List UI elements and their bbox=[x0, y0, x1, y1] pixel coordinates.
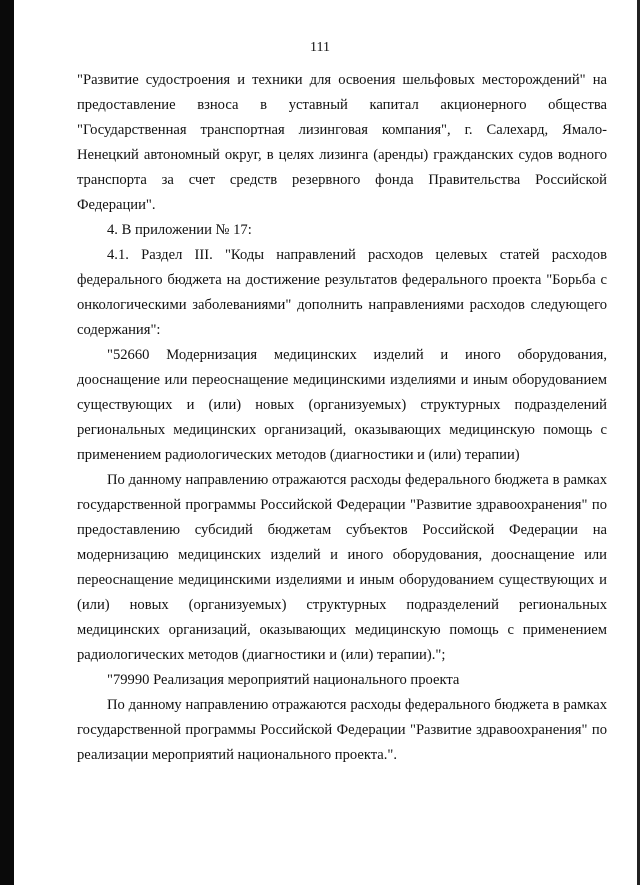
paragraph-79990-description: По данному направлению отражаются расходы федерального бюджета в рамках государственной программы Российской Федерации "Развитие здравоохранения" по реализации мероприятий национального проекта.". bbox=[77, 697, 607, 763]
paragraph-code-79990: "79990 Реализация мероприятий национального проекта bbox=[107, 672, 460, 688]
document-body bbox=[77, 68, 607, 768]
paragraph-item-4: 4. В приложении № 17: bbox=[107, 222, 252, 238]
page-number: 111 bbox=[310, 40, 330, 55]
paragraph-code-52660: "52660 Модернизация медицинских изделий и иного оборудования, дооснащение или переоснащение медицинскими изделиями и иным оборудованием существующих и (или) новых (организуемых) структурных подразделений региональных медицинских организаций, оказывающих медицинскую помощь с применением радиологических методов (диагностики и (или) терапии) bbox=[77, 347, 607, 463]
paragraph-52660-description: По данному направлению отражаются расходы федерального бюджета в рамках государственной программы Российской Федерации "Развитие здравоохранения" по предоставлению субсидий бюджетам субъектов Российской Федерации на модернизацию медицинских изделий и иного оборудования, дооснащение или переоснащение медицинскими изделиями и иным оборудованием существующих и (или) новых (организуемых) структурных подразделений региональных медицинских организаций, оказывающих медицинскую помощь с применением радиологических методов (диагностики и (или) терапии)."; bbox=[77, 472, 607, 663]
scan-left-edge bbox=[0, 0, 14, 885]
paragraph-item-4-1: 4.1. Раздел III. "Коды направлений расходов целевых статей расходов федерального бюджета на достижение результатов федерального проекта "Борьба с онкологическими заболеваниями" дополнить направлениями расходов следующего содержания": bbox=[77, 247, 607, 338]
paragraph-continuation: "Развитие судостроения и техники для освоения шельфовых месторождений" на предоставление взноса в уставный капитал акционерного общества "Государственная транспортная лизинговая компания", г. Салехард, Ямало-Ненецкий автономный округ, в целях лизинга (аренды) гражданских судов водного транспорта за счет средств резервного фонда Правительства Российской Федерации". bbox=[77, 72, 607, 213]
